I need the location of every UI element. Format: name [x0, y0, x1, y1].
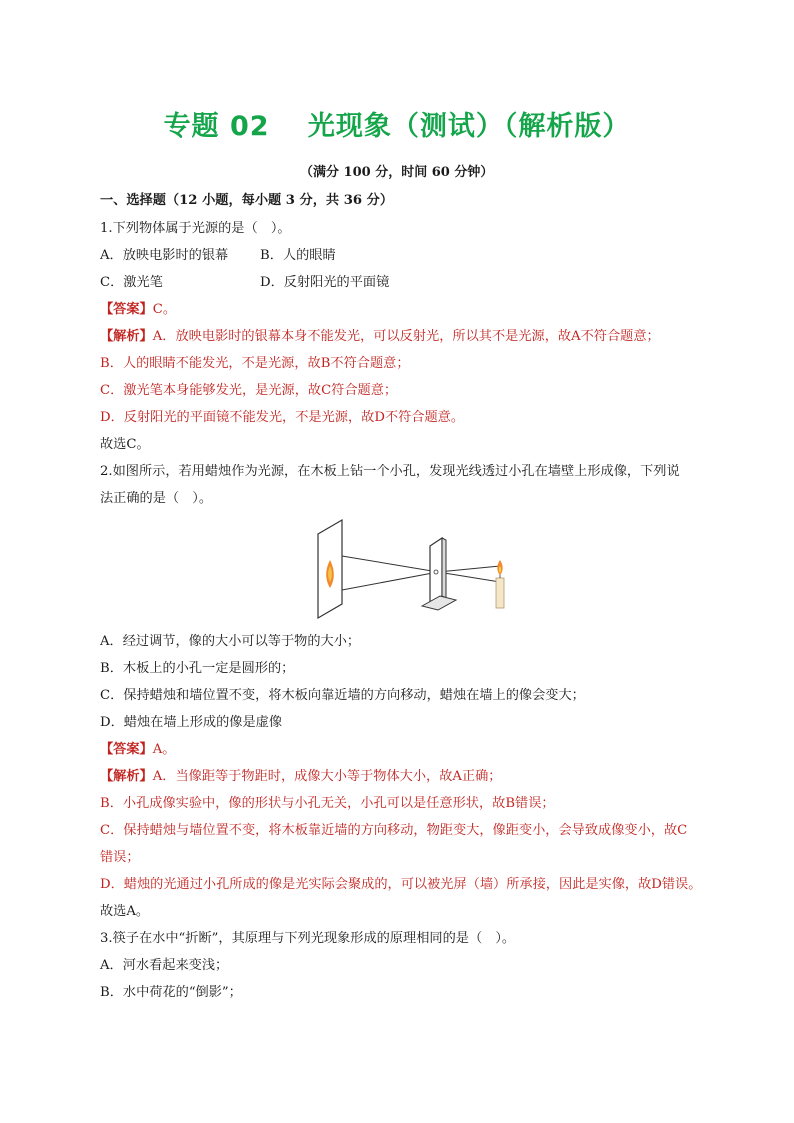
q1-analysis-a: [100, 328, 660, 346]
answer-value: A。: [152, 742, 176, 757]
ray-top: [342, 556, 438, 572]
section-heading: 一、选择题（12 小题，每小题 3 分，共 36 分）: [100, 193, 394, 208]
q2-analysis-a: [100, 768, 501, 786]
q1-stem: 1.下列物体属于光源的是（ ）。: [100, 221, 291, 236]
q2-option-d: D．蜡烛在墙上形成的像是虚像: [100, 715, 283, 730]
q2-analysis-b: B．小孔成像实验中，像的形状与小孔无关，小孔可以是任意形状，故B错误；: [100, 796, 555, 811]
answer-value: C。: [152, 302, 177, 317]
q2-conclusion: 故选A。: [100, 904, 150, 919]
q1-analysis-d: D．反射阳光的平面镜不能发光，不是光源，故D不符合题意。: [100, 410, 465, 425]
q2-analysis-d: D．蜡烛的光通过小孔所成的像是光实际会聚成的，可以被光屏（墙）所承接，因此是实像，故D错误。: [100, 877, 702, 892]
page-title: 专题 02 光现象（测试）（解析版）: [163, 111, 631, 142]
q2-stem-line1: 2.如图所示，若用蜡烛作为光源，在木板上钻一个小孔，发现光线透过小孔在墙壁上形成像，下列说: [100, 464, 680, 479]
q1-conclusion: 故选C。: [100, 437, 150, 452]
answer-tag: 【答案】: [100, 742, 153, 757]
q3-stem: 3.筷子在水中“折断”，其原理与下列光现象形成的原理相同的是（ ）。: [100, 931, 516, 946]
q1-option-c: C．激光笔: [100, 275, 163, 290]
q2-analysis-c-line2: 错误；: [100, 850, 140, 865]
q2-option-b: B．木板上的小孔一定是圆形的；: [100, 661, 295, 676]
exam-info: （满分 100 分，时间 60 分钟）: [300, 165, 494, 180]
answer-tag: 【答案】: [100, 302, 153, 317]
pinhole-camera-figure: [312, 516, 512, 620]
ray-bottom: [342, 572, 438, 590]
q1-answer: [100, 301, 176, 319]
candle: [496, 578, 504, 608]
board-stand: [422, 596, 456, 610]
q3-option-b: B．水中荷花的“倒影”；: [100, 985, 242, 1000]
q2-option-c: C．保持蜡烛和墙位置不变，将木板向靠近墙的方向移动，蜡烛在墙上的像会变大；: [100, 688, 585, 703]
analysis-text: A．放映电影时的银幕本身不能发光，可以反射光，所以其不是光源，故A不符合题意；: [152, 329, 660, 344]
analysis-tag: 【解析】: [100, 769, 153, 784]
q3-option-a: A．河水看起来变浅；: [100, 958, 229, 973]
q1-analysis-c: C．激光笔本身能够发光，是光源，故C符合题意；: [100, 383, 398, 398]
q2-stem-line2: 法正确的是（ ）。: [100, 491, 213, 506]
analysis-tag: 【解析】: [100, 329, 153, 344]
pinhole: [434, 570, 438, 574]
q2-analysis-c-line1: C．保持蜡烛与墙位置不变，将木板靠近墙的方向移动，物距变大，像距变小，会导致成像变小，故C: [100, 823, 688, 838]
q2-option-a: A．经过调节，像的大小可以等于物的大小；: [100, 634, 361, 649]
q1-option-b: B．人的眼睛: [260, 248, 336, 263]
q2-answer: [100, 741, 175, 759]
q1-option-a: A．放映电影时的银幕: [100, 248, 229, 263]
q1-analysis-b: B．人的眼睛不能发光，不是光源，故B不符合题意；: [100, 356, 410, 371]
q1-option-d: D．反射阳光的平面镜: [260, 275, 390, 290]
analysis-text: A．当像距等于物距时，成像大小等于物体大小，故A正确；: [152, 769, 502, 784]
